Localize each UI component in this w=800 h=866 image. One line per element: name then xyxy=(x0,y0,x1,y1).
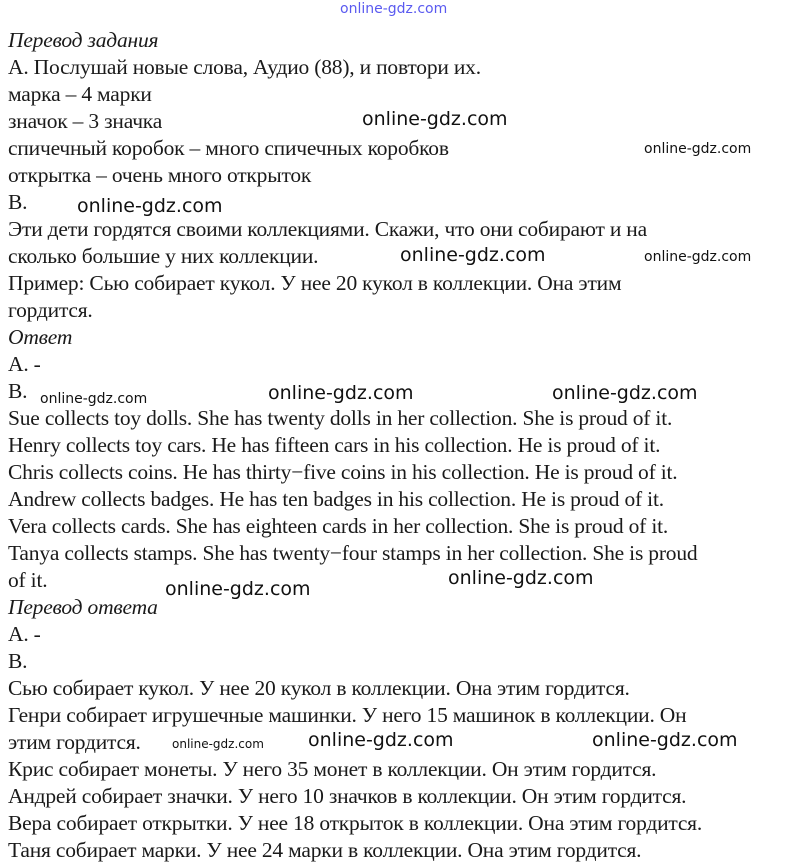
text-line: Sue collects toy dolls. She has twenty dolls in her collection. She is proud of it. xyxy=(8,406,673,430)
text-line: сколько большие у них коллекции. xyxy=(8,244,319,268)
watermark: online-gdz.com xyxy=(268,382,414,404)
text-line: значок – 3 значка xyxy=(8,109,163,133)
section-heading: Ответ xyxy=(8,325,73,349)
text-line: Сью собирает кукол. У нее 20 кукол в коллекции. Она этим гордится. xyxy=(8,676,630,700)
text-line: Вера собирает открытки. У нее 18 открыток в коллекции. Она этим гордится. xyxy=(8,811,703,835)
watermark: online-gdz.com xyxy=(644,141,752,157)
text-line: Эти дети гордятся своими коллекциями. Скажи, что они собирают и на xyxy=(8,217,647,241)
text-line: Andrew collects badges. He has ten badges in his collection. He is proud of it. xyxy=(8,487,664,511)
text-line: А. Послушай новые слова, Аудио (88), и повтори их. xyxy=(8,55,481,79)
text-line: спичечный коробок – много спичечных коробков xyxy=(8,136,449,160)
text-line: гордится. xyxy=(8,298,93,322)
text-line: Таня собирает марки. У нее 24 марки в коллекции. Она этим гордится. xyxy=(8,838,642,862)
watermark: online-gdz.com xyxy=(308,729,454,751)
text-line: В. xyxy=(8,649,28,673)
section-heading: Перевод ответа xyxy=(8,595,158,619)
watermark: online-gdz.com xyxy=(340,1,448,17)
watermark: online-gdz.com xyxy=(362,108,508,130)
text-line: Андрей собирает значки. У него 10 значков в коллекции. Он этим гордится. xyxy=(8,784,687,808)
text-line: А. - xyxy=(8,622,41,646)
text-line: открытка – очень много открыток xyxy=(8,163,312,187)
watermark: online-gdz.com xyxy=(172,737,264,751)
text-line: B. xyxy=(8,379,28,403)
watermark: online-gdz.com xyxy=(644,249,752,265)
text-line: этим гордится. xyxy=(8,730,141,754)
text-line: Пример: Сью собирает кукол. У нее 20 кукол в коллекции. Она этим xyxy=(8,271,622,295)
watermark: online-gdz.com xyxy=(400,244,546,266)
watermark: online-gdz.com xyxy=(40,391,148,407)
text-line: Chris collects coins. He has thirty−five coins in his collection. He is proud of it. xyxy=(8,460,678,484)
text-line: Генри собирает игрушечные машинки. У него 15 машинок в коллекции. Он xyxy=(8,703,687,727)
watermark: online-gdz.com xyxy=(77,195,223,217)
text-line: марка – 4 марки xyxy=(8,82,152,106)
watermark: online-gdz.com xyxy=(448,567,594,589)
watermark: online-gdz.com xyxy=(592,729,738,751)
section-heading: Перевод задания xyxy=(8,28,159,52)
watermark: online-gdz.com xyxy=(552,382,698,404)
text-line: Vera collects cards. She has eighteen cards in her collection. She is proud of it. xyxy=(8,514,669,538)
text-line: Henry collects toy cars. He has fifteen cars in his collection. He is proud of it. xyxy=(8,433,661,457)
text-line: В. xyxy=(8,190,28,214)
watermark: online-gdz.com xyxy=(165,578,311,600)
text-line: A. - xyxy=(8,352,41,376)
text-line: Tanya collects stamps. She has twenty−four stamps in her collection. She is proud xyxy=(8,541,698,565)
text-line: of it. xyxy=(8,568,48,592)
text-line: Крис собирает монеты. У него 35 монет в коллекции. Он этим гордится. xyxy=(8,757,657,781)
